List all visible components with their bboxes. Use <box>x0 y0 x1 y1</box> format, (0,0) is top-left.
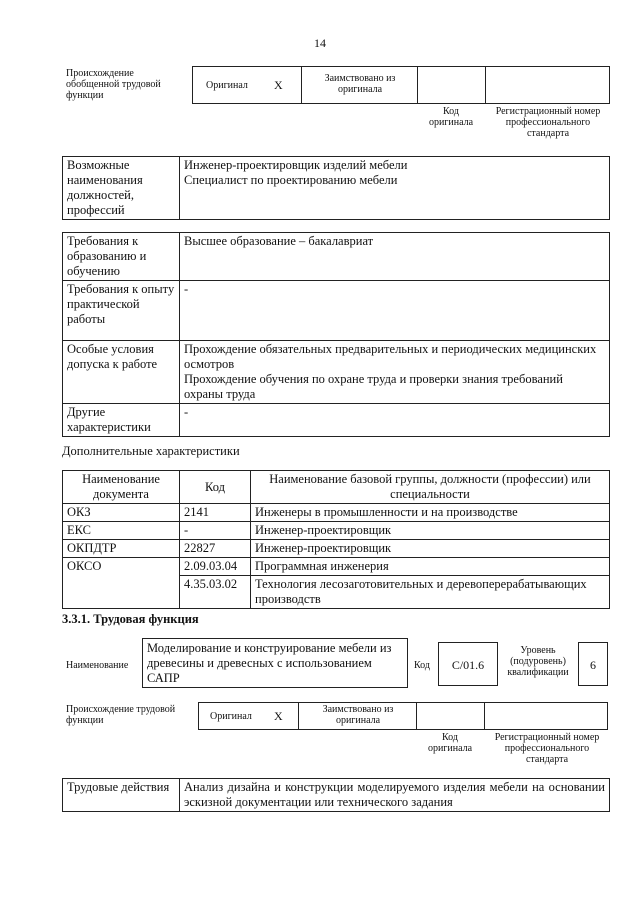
row-name: Инженер-проектировщик <box>251 540 610 558</box>
header-code: Код <box>180 471 251 504</box>
req-experience-label: Требования к опыту практической работы <box>63 281 180 341</box>
requirements-table <box>62 232 610 437</box>
origin-label: Происхождение трудовой функции <box>66 704 176 726</box>
row-code: 2.09.03.04 <box>180 558 251 576</box>
req-special-label: Особые условия допуска к работе <box>63 341 180 404</box>
level-value: 6 <box>578 642 608 686</box>
name-label: Наименование <box>66 660 129 671</box>
row-doc: ОКСО <box>63 558 180 609</box>
table-row <box>63 504 610 522</box>
row-code: 4.35.03.02 <box>180 576 251 609</box>
original-label: Оригинал <box>210 711 252 722</box>
additional-title: Дополнительные характеристики <box>62 444 240 458</box>
code-label: Код <box>414 660 430 671</box>
code-original-label: Код оригинала <box>427 732 473 754</box>
section-heading: 3.3.1. Трудовая функция <box>62 612 199 626</box>
function-code: С/01.6 <box>438 642 498 686</box>
divider <box>484 702 485 730</box>
position-2: Специалист по проектированию мебели <box>184 173 398 187</box>
code-original-label: Код оригинала <box>428 106 474 128</box>
original-mark: X <box>274 709 283 723</box>
row-doc: ЕКС <box>63 522 180 540</box>
function-name: Моделирование и конструирование мебели из древесины и древесных с использованием САПР <box>142 638 408 688</box>
actions-table <box>62 778 610 812</box>
row-doc: ОКПДТР <box>63 540 180 558</box>
row-name: Инженер-проектировщик <box>251 522 610 540</box>
table-row <box>63 522 610 540</box>
row-doc: ОКЗ <box>63 504 180 522</box>
row-name: Программная инженерия <box>251 558 610 576</box>
divider <box>417 66 418 104</box>
actions-label: Трудовые действия <box>63 779 180 812</box>
table-row <box>63 558 610 576</box>
level-label: Уровень (подуровень) квалификации <box>507 645 569 678</box>
table-row <box>63 540 610 558</box>
positions-values <box>180 157 610 220</box>
positions-label: Возможные наименования должностей, профессий <box>63 157 180 220</box>
reg-number-label: Регистрационный номер профессионального стандарта <box>495 106 601 139</box>
req-experience-value: - <box>180 281 610 341</box>
actions-text: Анализ дизайна и конструкции моделируемого изделия мебели на основании эскизной документации или технического задания <box>180 779 610 812</box>
req-special-line-2: Прохождение обучения по охране труда и проверки знания требований охраны труда <box>184 372 563 401</box>
header-document: Наименование документа <box>63 471 180 504</box>
header-name: Наименование базовой группы, должности (профессии) или специальности <box>251 471 610 504</box>
reg-number-label: Регистрационный номер профессионального стандарта <box>494 732 600 765</box>
positions-table <box>62 156 610 220</box>
req-special-line-1: Прохождение обязательных предварительных и периодических медицинских осмотров <box>184 342 597 371</box>
req-education-value: Высшее образование – бакалавриат <box>180 233 610 281</box>
row-code: 22827 <box>180 540 251 558</box>
row-code: 2141 <box>180 504 251 522</box>
req-other-label: Другие характеристики <box>63 404 180 437</box>
req-special-value <box>180 341 610 404</box>
req-education-label: Требования к образованию и обучению <box>63 233 180 281</box>
row-name: Инженеры в промышленности и на производстве <box>251 504 610 522</box>
divider <box>301 66 302 104</box>
req-other-value: - <box>180 404 610 437</box>
original-label: Оригинал <box>206 80 248 91</box>
position-1: Инженер-проектировщик изделий мебели <box>184 158 408 172</box>
original-mark: X <box>274 78 283 92</box>
additional-table <box>62 470 610 609</box>
borrowed-label: Заимствовано из оригинала <box>324 73 396 95</box>
page-number: 14 <box>314 36 326 50</box>
row-name: Технология лесозаготовительных и деревоперерабатывающих производств <box>251 576 610 609</box>
row-code: - <box>180 522 251 540</box>
divider <box>416 702 417 730</box>
divider <box>298 702 299 730</box>
origin-label: Происхождение обобщенной трудовой функции <box>66 68 161 101</box>
borrowed-label: Заимствовано из оригинала <box>322 704 394 726</box>
divider <box>485 66 486 104</box>
